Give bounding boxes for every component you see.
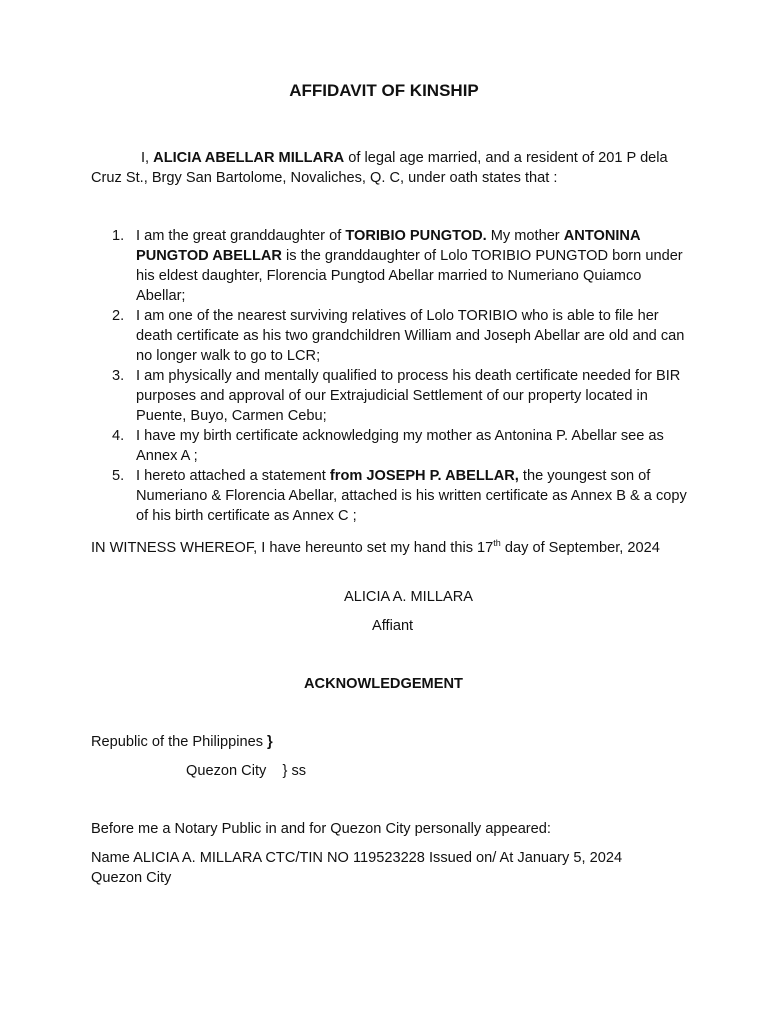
item-text: My mother: [486, 228, 564, 244]
item-text: I am one of the nearest surviving relatives of Lolo TORIBIO who is able to file her death certificate as his two grandchildren William and Joseph Abellar are old and can no longer walk to go to LCR;: [136, 308, 685, 364]
list-item: [112, 466, 692, 526]
intro-text: of legal age married, and a resident of 201 P dela Cruz St., Brgy San Bartolome, Novaliches, Q. C, under oath states that :: [91, 150, 668, 186]
item-text: is the granddaughter of Lolo TORIBIO PUNGTOD born under his eldest daughter, Florencia Pungtod Abellar married to Numeriano Quiamco Abellar;: [136, 248, 683, 304]
venue-city: Quezon City } ss: [186, 763, 307, 779]
item-text: the youngest son of Numeriano & Florencia Abellar, attached is his written certificate as Annex B & a copy of his birth certificate as Annex C ;: [136, 468, 687, 524]
item-bold-name: ANTONINA PUNGTOD ABELLAR: [136, 228, 640, 264]
affiant-id-line: Name ALICIA A. MILLARA CTC/TIN NO 119523228 Issued on/ At January 5, 2024 Quezon City: [91, 850, 623, 886]
document-title: AFFIDAVIT OF KINSHIP: [289, 81, 479, 100]
witness-date: day of September, 2024: [500, 540, 660, 556]
item-number: 5.: [112, 468, 125, 484]
item-text: I am the great granddaughter of: [136, 228, 346, 244]
item-number: 2.: [112, 308, 125, 324]
venue-country: [91, 732, 273, 752]
intro-pronoun: I,: [141, 150, 154, 166]
signatory-role: Affiant: [372, 618, 414, 634]
day-suffix: th: [493, 538, 501, 549]
affiant-full-name: ALICIA ABELLAR MILLARA: [153, 150, 345, 166]
signatory-name: ALICIA A. MILLARA: [344, 589, 473, 605]
item-bold-name: from JOSEPH P. ABELLAR,: [329, 468, 519, 484]
list-item: [112, 426, 692, 466]
notary-statement: Before me a Notary Public in and for Quezon City personally appeared:: [91, 821, 551, 837]
item-number: 3.: [112, 368, 125, 384]
acknowledgement-heading: ACKNOWLEDGEMENT: [304, 676, 463, 692]
venue-country-text: Republic of the Philippines: [91, 734, 268, 750]
statement-list: [112, 226, 692, 526]
witness-text: IN WITNESS WHEREOF, I have hereunto set my hand this 17: [91, 540, 494, 556]
witness-paragraph: [91, 538, 681, 558]
list-item: [112, 366, 692, 426]
item-text: I have my birth certificate acknowledging my mother as Antonina P. Abellar see as Annex A ;: [136, 428, 664, 464]
list-item: [112, 226, 692, 306]
list-item: [112, 306, 692, 366]
item-number: 1.: [112, 228, 125, 244]
item-text: I am physically and mentally qualified to process his death certificate needed for BIR purposes and approval of our Extrajudicial Settlement of our property located in Puente, Buyo, Carmen Cebu;: [136, 368, 681, 424]
item-text: I hereto attached a statement: [136, 468, 330, 484]
item-bold-name: TORIBIO PUNGTOD.: [345, 228, 487, 244]
intro-paragraph: [91, 148, 691, 188]
item-number: 4.: [112, 428, 125, 444]
venue-brace: }: [267, 734, 273, 750]
